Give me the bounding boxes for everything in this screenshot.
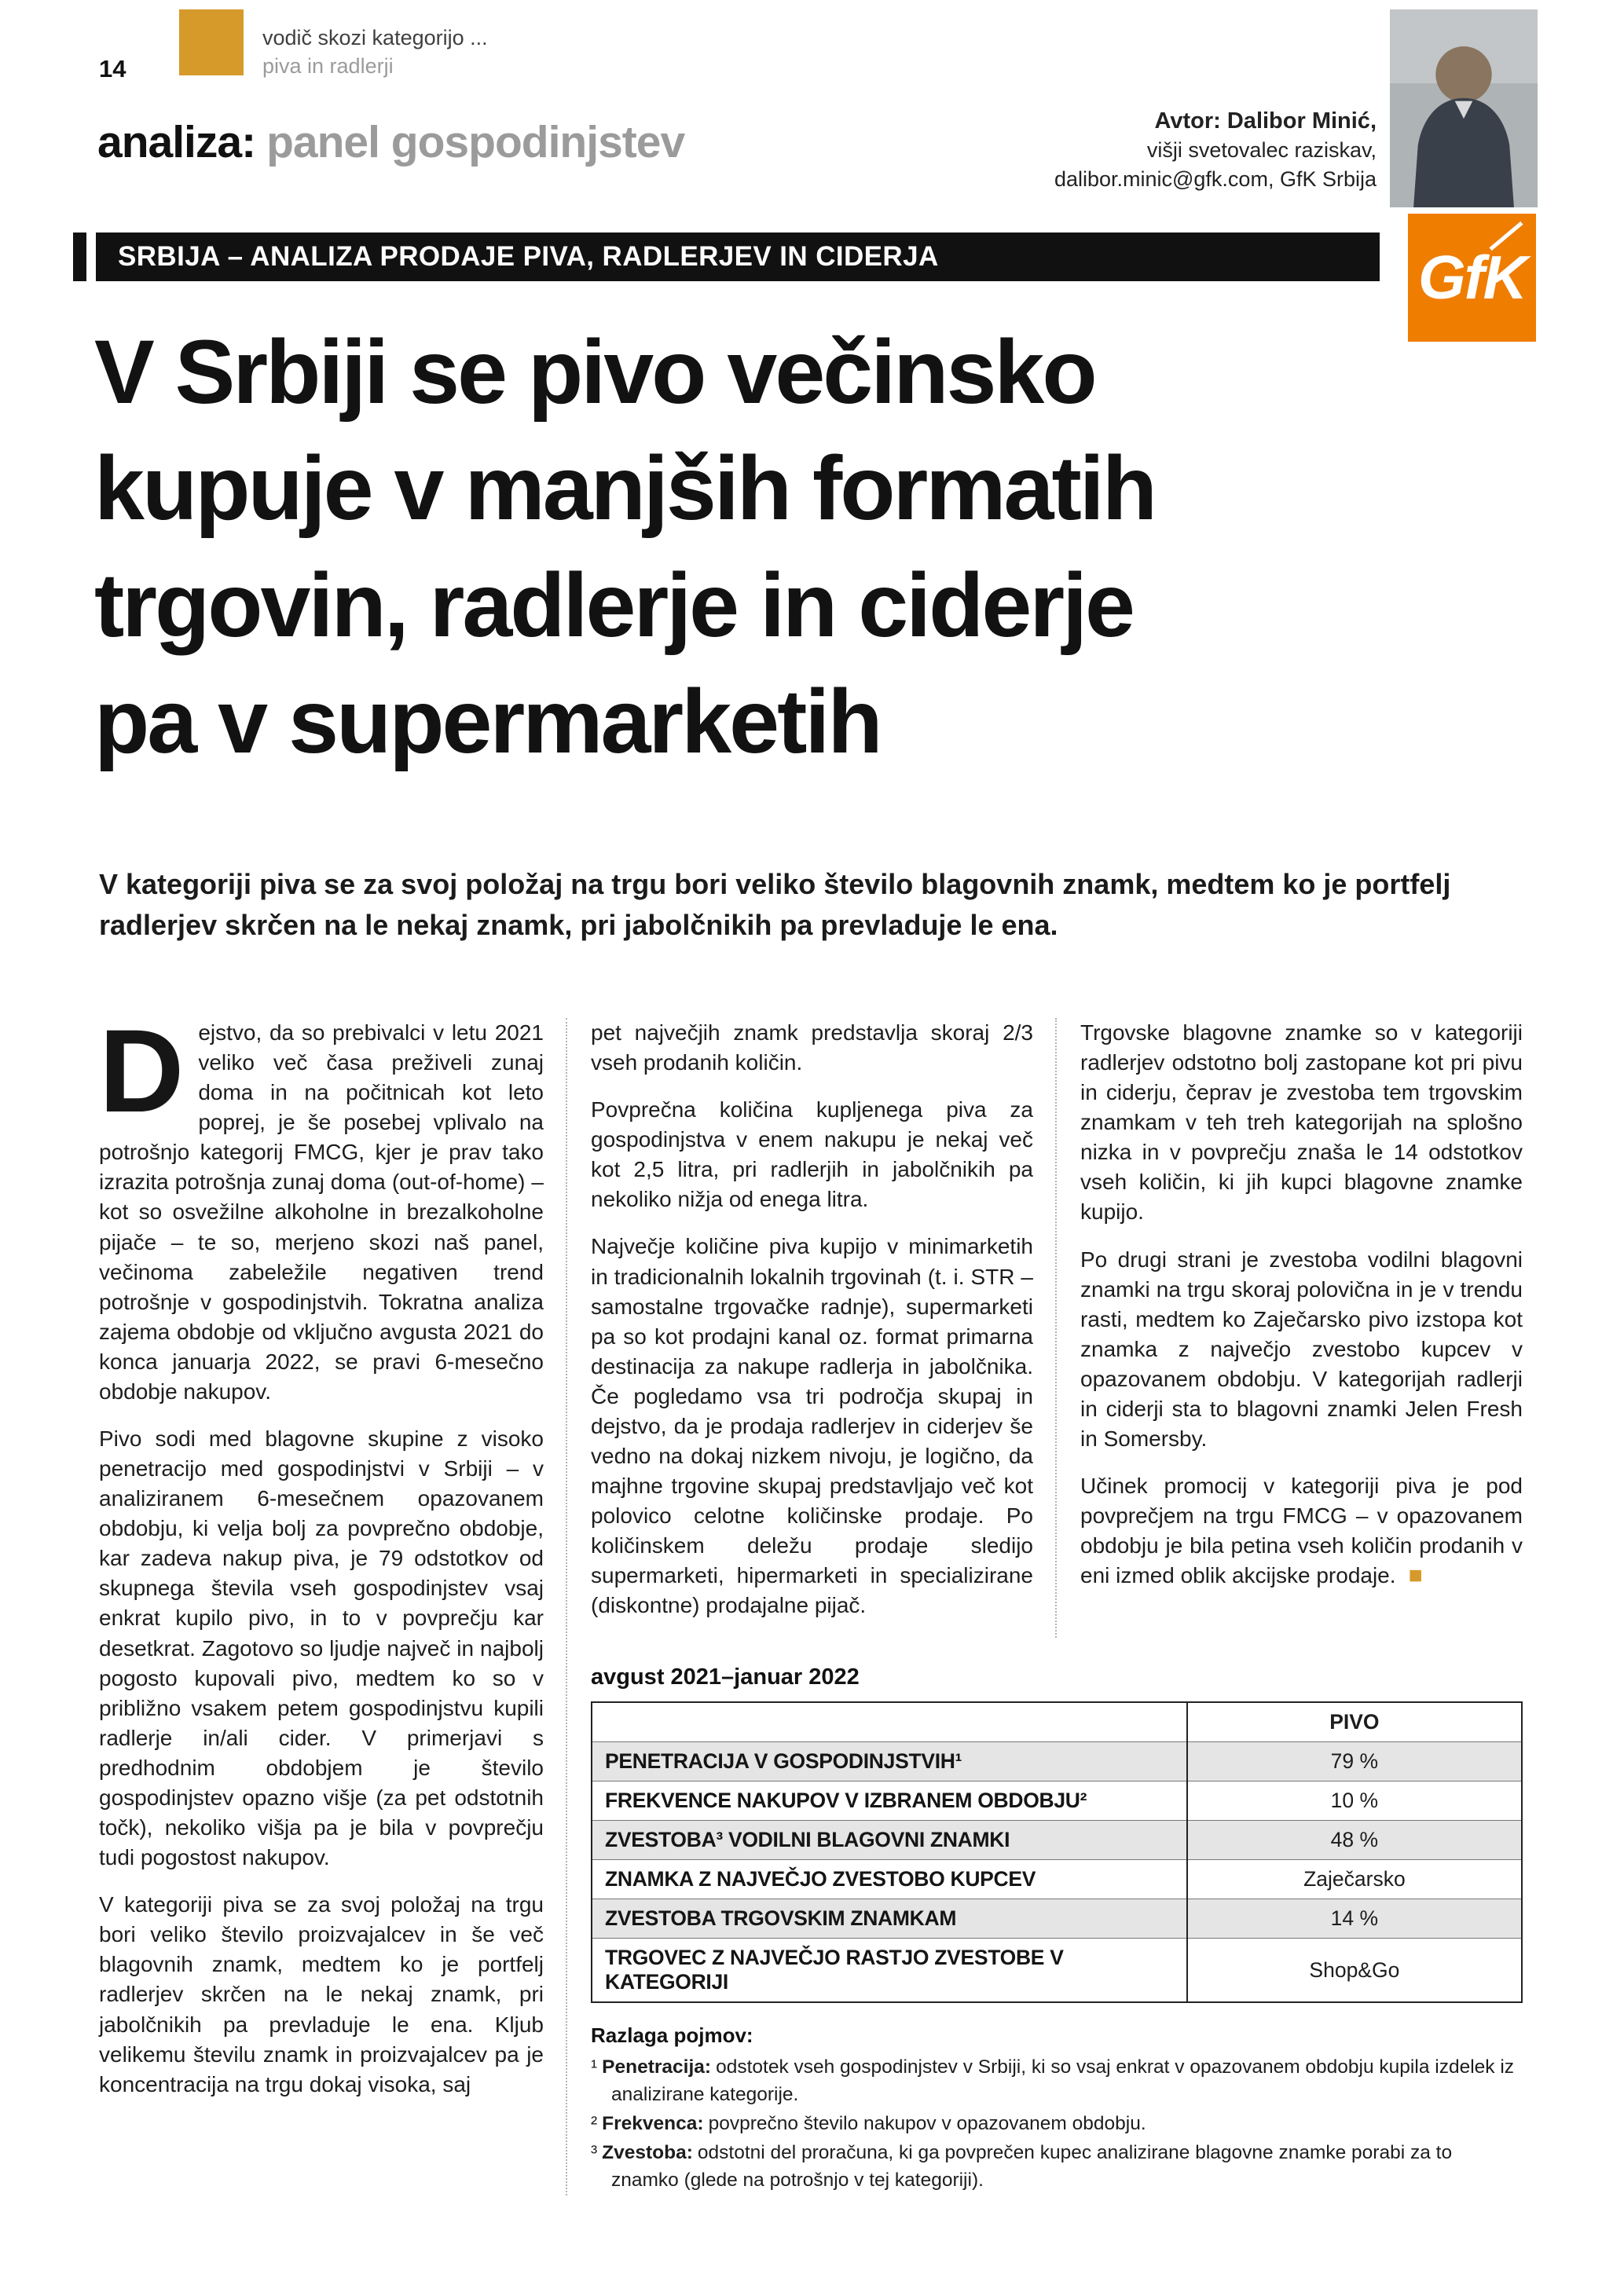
footnote-3-term: Zvestoba:: [602, 2141, 693, 2163]
footnote-2-term: Frekvenca:: [602, 2113, 704, 2135]
table-caption: avgust 2021–januar 2022: [591, 1664, 860, 1690]
paragraph-6: Največje količine piva kupijo v minimarketih in tradicionalnih lokalnih trgovinah (t. i. STR – samostalne trgovačke radnje), supermarketi pa so kot prodajni kanal oz. format primarna destinacija za nakupe radlerja in jabolčnika. Če pogledamo vsa tri področja skupaj in dejstvo, da je prodaja radlerjev in ciderjev še vedno na dokaj nizkem nivoju, je logično, da majhne trgovine skupaj predstavljajo več kot polovico celotne količinske prodaje. Po količinskem deležu prodaje sledijo supermarketi, hipermarketi in specializirane (diskontne) prodajalne pijač.: [591, 1234, 1033, 1618]
paragraph-4: pet največjih znamk predstavlja skoraj 2/3 vseh prodanih količin.: [591, 1020, 1033, 1075]
kicker-line2: piva in radlerji: [262, 54, 394, 78]
headline-line-1: V Srbiji se pivo večinsko: [94, 322, 1095, 423]
column-2: [591, 1018, 1057, 1638]
lead-paragraph: V kategoriji piva se za svoj položaj na trgu bori veliko število blagovnih znamk, medtem ko je portfelj radlerjev skrčen na le nekaj znamk, pri jabolčnikih pa prevladuje le ena.: [99, 868, 1451, 942]
paragraph-5: Povprečna količina kupljenega piva za gospodinjstva v enem nakupu je nekaj več kot 2,5 litra, pri radlerjih in jabolčnikih pa nekoliko nižja od enega litra.: [591, 1097, 1033, 1212]
row-label: PENETRACIJA V GOSPODINJSTVIH¹: [592, 1742, 1187, 1782]
drop-cap: D: [99, 1005, 185, 1137]
footnote-1-marker: ¹: [591, 2056, 598, 2078]
row-label: ZVESTOBA³ VODILNI BLAGOVNI ZNAMKI: [592, 1821, 1187, 1860]
row-value: Shop&Go: [1187, 1939, 1522, 2003]
author-block: [1054, 107, 1377, 194]
footnote-3-marker: ³: [591, 2141, 598, 2163]
row-label: FREKVENCE NAKUPOV V IZBRANEM OBDOBJU²: [592, 1782, 1187, 1821]
row-label: TRGOVEC Z NAJVEČJO RASTJO ZVESTOBE V KATEGORIJI: [605, 1946, 1064, 1994]
column-3: [1057, 1018, 1523, 1638]
row-value: 10 %: [1187, 1782, 1522, 1821]
headline-line-4: pa v supermarketih: [94, 672, 881, 773]
kicker: [262, 24, 488, 80]
text-columns-2-3: [591, 1018, 1523, 1638]
author-name: Avtor: Dalibor Minić,: [1154, 108, 1377, 134]
paragraph-1: [99, 1005, 544, 1407]
footnote-3: [591, 2140, 1523, 2195]
paragraph-9: [1080, 1471, 1523, 1591]
paragraph-8: Po drugi strani je zvestoba vodilni blagovni znamki na trgu skoraj polovična in je v trendu rasti, medtem ko Zaječarsko pivo izstopa kot znamka z največjo zvestobo kupcev v opazovanem obdobju. V kategorijah radlerji in ciderji sta to blagovni znamki Jelen Fresh in Somersby.: [1080, 1247, 1523, 1452]
columns-2-3-region: [567, 1018, 1523, 2195]
author-role: višji svetovalec raziskav,: [1146, 138, 1377, 162]
gfk-logo-text: GfK: [1418, 243, 1526, 312]
footnote-1-text: odstotek vseh gospodinjstev v Srbiji, ki so vsaj enkrat v opazovanem obdobju kupila izdelek iz analizirane kategorije.: [611, 2056, 1515, 2106]
topic-bar-title: SRBIJA – ANALIZA PRODAJE PIVA, RADLERJEV IN CIDERJA: [118, 241, 939, 272]
row-label: ZVESTOBA TRGOVSKIM ZNAMKAM: [592, 1899, 1187, 1939]
footnote-1: [591, 2054, 1523, 2109]
row-value: 79 %: [1187, 1742, 1522, 1782]
author-portrait-silhouette: [1390, 9, 1538, 207]
row-value: 14 %: [1187, 1899, 1522, 1939]
footnote-1-term: Penetracija:: [602, 2056, 712, 2078]
table-header-row: [592, 1702, 1522, 1742]
end-of-article-marker: ■: [1408, 1562, 1423, 1589]
headline-line-3: trgovin, radlerje in ciderje: [94, 555, 1133, 656]
footnotes: [591, 2023, 1523, 2194]
section-heading: [97, 116, 684, 168]
footnote-3-text: odstotni del proračuna, ki ga povprečen kupec analizirane blagovne znamke porabi za to znamko (glede na potrošnjo v tej kategoriji).: [611, 2141, 1453, 2191]
section-heading-topic: panel gospodinjstev: [266, 117, 685, 167]
kicker-line1: vodič skozi kategorijo ...: [262, 26, 488, 49]
data-table-block: [591, 1664, 1523, 2195]
pivo-stats-table: [591, 1701, 1523, 2003]
table-corner-cell: [592, 1702, 1187, 1742]
author-photo: [1390, 9, 1538, 207]
table-row-zvestoba-trgovskim: [592, 1899, 1522, 1939]
table-row-penetracija: [592, 1742, 1522, 1782]
paragraph-1-text: ejstvo, da so prebivalci v letu 2021 veliko več časa preživeli zunaj doma in na počitnicah kot leto poprej, je še posebej vplivalo na potrošnjo kategorij FMCG, kjer je prav tako izrazita potrošnja zunaj doma (out-of-home) – kot so osvežilne alkoholne in brezalkoholne pijače – te so, merjeno skozi naš panel, večinoma zabeležile negativen trend potrošnje v gospodinjstvih. Tokratna analiza zajema obdobje od vključno avgusta 2021 do konca januarja 2022, se pravi 6-mesečno obdobje nakupov.: [99, 1020, 544, 1404]
page-number: 14: [99, 55, 126, 82]
footnote-2-marker: ²: [591, 2113, 598, 2135]
table-header-pivo: PIVO: [1187, 1702, 1522, 1742]
article-body: [99, 1005, 1523, 2195]
headline-line-2: kupuje v manjših formatih: [94, 438, 1155, 540]
author-contact: dalibor.minic@gfk.com, GfK Srbija: [1054, 167, 1377, 191]
table-row-zvestoba-znamki: [592, 1821, 1522, 1860]
table-row-frekvence: [592, 1782, 1522, 1821]
headline: [94, 314, 1532, 780]
paragraph-2: Pivo sodi med blagovne skupine z visoko penetracijo med gospodinjstvi v Srbiji – v analiziranem 6-mesečnem opazovanem obdobju, ki velja bolj za povprečno obdobje, kar zadeva nakup piva, je 79 odstotkov od skupnega števila vseh gospodinjstev vsaj enkrat kupilo pivo, in to v povprečju kar desetkrat. Zagotovo so ljudje največ in najbolj pogosto kupovali pivo, medtem ko so v približno vsakem petem gospodinjstvu kupili radlerje in/ali cider. V primerjavi s predhodnim obdobjem je število gospodinjstev opazno višje (za pet odstotnih točk), nekoliko višja pa je bila v povprečju tudi pogostost nakupov.: [99, 1426, 544, 1870]
section-heading-label: analiza:: [97, 117, 256, 167]
table-row-trgovec: [592, 1939, 1522, 2003]
row-value: Zaječarsko: [1187, 1860, 1522, 1899]
topic-bar-tick: [73, 233, 86, 281]
paragraph-9-text: Učinek promocij v kategoriji piva je pod povprečjem na trgu FMCG – v opazovanem obdobju je bila petina vseh količin prodanih v eni izmed oblik akcijske prodaje.: [1080, 1474, 1523, 1588]
topic-bar: [96, 233, 1380, 281]
footnotes-title: Razlaga pojmov:: [591, 2023, 753, 2048]
table-row-znamka-zvestoba: [592, 1860, 1522, 1899]
footnote-2-text: povprečno število nakupov v opazovanem obdobju.: [708, 2113, 1146, 2135]
row-label: ZNAMKA Z NAJVEČJO ZVESTOBO KUPCEV: [592, 1860, 1187, 1899]
category-color-block: [179, 9, 244, 75]
row-value: 48 %: [1187, 1821, 1522, 1860]
footnote-2: [591, 2111, 1523, 2138]
column-1: [99, 1005, 567, 2195]
paragraph-3: V kategoriji piva se za svoj položaj na trgu bori veliko število proizvajalcev in še več blagovnih znamk, medtem ko je portfelj radlerjev skrčen na le nekaj znamk, pri jabolčnikih pa prevladuje le ena. Kljub velikemu številu znamk in proizvajalcev pa je koncentracija na trgu dokaj visoka, saj: [99, 1892, 544, 2096]
paragraph-7: Trgovske blagovne znamke so v kategoriji radlerjev odstotno bolj zastopane kot pri pivu in ciderju, čeprav je zvestoba tem trgovskim znamkam v teh treh kategorijah na splošno nizka in v povprečju znaša le 14 odstotkov vseh količin, ki jih kupci blagovne znamke kupijo.: [1080, 1020, 1523, 1225]
